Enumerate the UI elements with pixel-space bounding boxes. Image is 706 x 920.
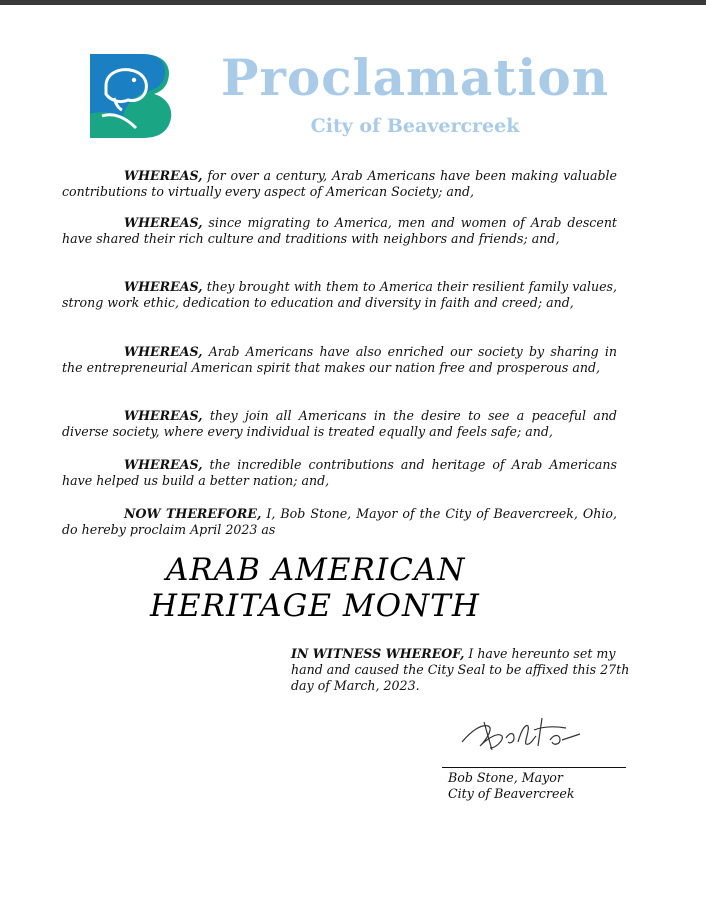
paragraph-lead: WHEREAS,	[124, 215, 203, 230]
proclamation-heading	[150, 552, 570, 624]
mayor-signature	[458, 712, 588, 758]
page-subtitle: City of Beavercreek	[310, 115, 520, 137]
paragraph-text: I, Bob Stone, Mayor of the City of Beavercreek, Ohio, do hereby proclaim April 2023 as	[62, 506, 617, 537]
witness-paragraph	[291, 646, 636, 694]
witness-text: I have hereunto set my hand and caused the City Seal to be affixed this 27th day of March, 2023.	[291, 646, 630, 693]
signer-city: City of Beavercreek	[448, 786, 575, 801]
paragraph-text: since migrating to America, men and women of Arab descent have shared their rich culture and traditions with neighbors and friends; and,	[62, 215, 617, 246]
now-therefore-paragraph	[62, 506, 617, 537]
whereas-paragraph-6	[62, 457, 617, 488]
paragraph-lead: NOW THEREFORE,	[124, 506, 262, 521]
signer-name: Bob Stone, Mayor	[448, 770, 563, 785]
paragraph-lead: WHEREAS,	[124, 344, 203, 359]
paragraph-text: Arab Americans have also enriched our society by sharing in the entrepreneurial American spirit that makes our nation free and prosperous and,	[62, 344, 617, 375]
whereas-paragraph-4	[62, 344, 617, 375]
beavercreek-logo-icon	[84, 54, 174, 138]
paragraph-lead: WHEREAS,	[124, 168, 203, 183]
paragraph-lead: WHEREAS,	[124, 408, 203, 423]
paragraph-text: the incredible contributions and heritage of Arab Americans have helped us build a better nation; and,	[62, 457, 617, 488]
whereas-paragraph-3	[62, 279, 617, 310]
paragraph-lead: WHEREAS,	[124, 279, 203, 294]
page-title: Proclamation	[220, 48, 610, 107]
witness-lead: IN WITNESS WHEREOF,	[291, 646, 465, 661]
whereas-paragraph-2	[62, 215, 617, 246]
top-border	[0, 0, 706, 5]
paragraph-text: they brought with them to America their resilient family values, strong work ethic, dedication to education and diversity in faith and creed; and,	[62, 279, 617, 310]
whereas-paragraph-1	[62, 168, 617, 199]
heading-line-1: ARAB AMERICAN	[166, 552, 466, 588]
paragraph-lead: WHEREAS,	[124, 457, 203, 472]
whereas-paragraph-5	[62, 408, 617, 439]
signature-line	[442, 767, 626, 768]
signer-block	[448, 770, 648, 802]
heading-line-2: HERITAGE MONTH	[150, 588, 480, 624]
paragraph-text: they join all Americans in the desire to see a peaceful and diverse society, where every individual is treated equally and feels safe; and,	[62, 408, 617, 439]
paragraph-text: for over a century, Arab Americans have been making valuable contributions to virtually every aspect of American Society; and,	[62, 168, 617, 199]
